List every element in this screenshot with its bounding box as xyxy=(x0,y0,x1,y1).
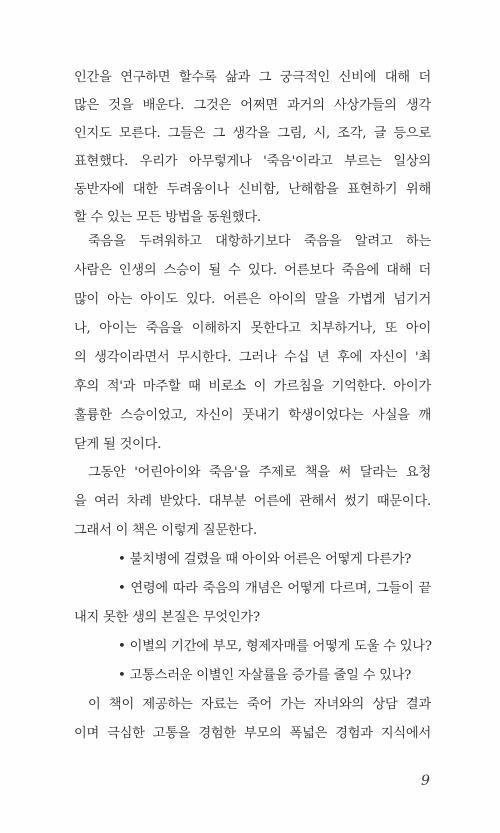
text-line: 인지도 모른다. 그들은 그 생각을 그림, 시, 조각, 글 등으로 xyxy=(74,126,431,141)
text-line: 동반자에 대한 두려움이나 신비함, 난해함을 표현하기 위해 xyxy=(74,182,431,197)
page-number: 9 xyxy=(421,773,430,789)
text-line: 이 책이 제공하는 자료는 죽어 가는 자녀와의 상담 결과 xyxy=(88,697,431,712)
text-line: 나, 아이는 죽음을 이해하지 못한다고 치부하거나, 또 아이 xyxy=(74,321,431,336)
list-item-continuation: 내지 못한 생의 본질은 무엇인가? xyxy=(74,610,260,625)
text-line: 그래서 이 책은 이렇게 질문한다. xyxy=(74,523,257,538)
text-line: 사람은 인생의 스승이 될 수 있다. 어른보다 죽음에 대해 더 xyxy=(74,263,431,278)
text-line: 을 여러 차례 받았다. 대부분 어른에 관해서 썼기 때문이다. xyxy=(74,494,431,509)
text-line: 훌륭한 스승이었고, 자신이 풋내기 학생이었다는 사실을 깨 xyxy=(74,408,431,423)
text-line: 닫게 될 것이다. xyxy=(74,437,162,452)
list-item: • 연령에 따라 죽음의 개념은 어떻게 다르며, 그들이 끝 xyxy=(118,581,431,596)
list-item: • 고통스러운 이별인 자살률을 증가를 줄일 수 있나? xyxy=(118,668,412,683)
text-line: 할 수 있는 모든 방법을 동원했다. xyxy=(74,210,261,225)
text-line: 죽음을 두려워하고 대항하기보다 죽음을 알려고 하는 xyxy=(88,234,431,249)
text-line: 표현했다. 우리가 아무렇게나 '죽음'이라고 부르는 일상의 xyxy=(74,154,431,169)
list-item: • 이별의 기간에 부모, 형제자매를 어떻게 도울 수 있나? xyxy=(118,639,432,654)
text-line: 인간을 연구하면 할수록 삶과 그 궁극적인 신비에 대해 더 xyxy=(74,70,431,85)
text-line: 많이 아는 아이도 있다. 어른은 아이의 말을 가볍게 넘기거 xyxy=(74,292,431,307)
text-line: 의 생각이라면서 무시한다. 그러나 수십 년 후에 자신이 '최 xyxy=(74,350,431,365)
text-line: 이며 극심한 고통을 경험한 부모의 폭넓은 경험과 지식에서 xyxy=(74,726,431,741)
text-line: 많은 것을 배운다. 그것은 어쩌면 과거의 사상가들의 생각 xyxy=(74,98,431,113)
text-line: 그동안 '어린아이와 죽음'을 주제로 책을 써 달라는 요청 xyxy=(88,465,431,480)
list-item: • 불치병에 걸렸을 때 아이와 어른은 어떻게 다른가? xyxy=(118,552,412,567)
text-line: 후의 적'과 마주할 때 비로소 이 가르침을 기억한다. 아이가 xyxy=(74,379,431,394)
